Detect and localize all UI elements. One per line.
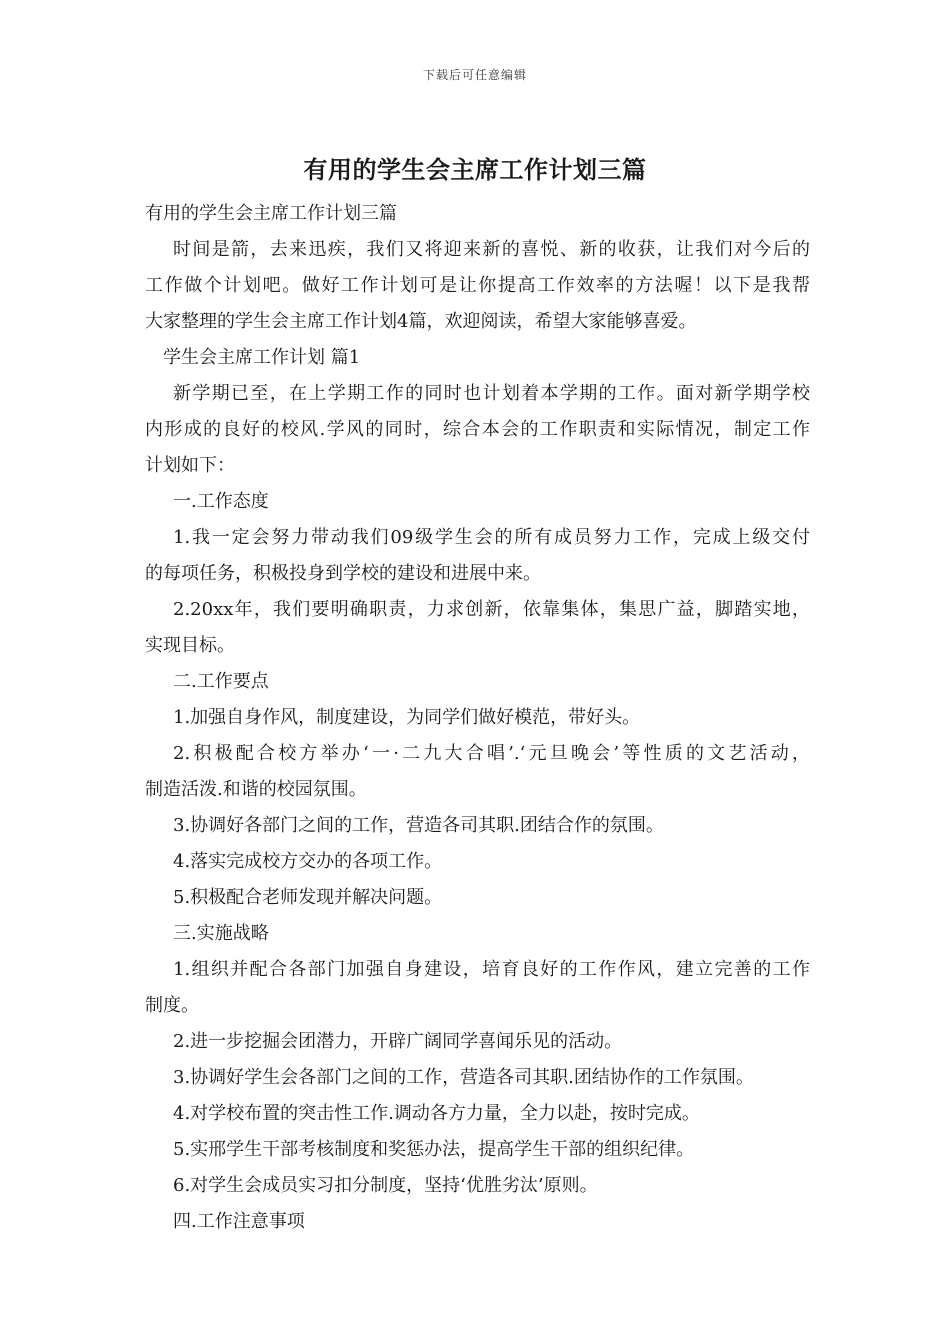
text-line: 学生会主席工作计划 篇1: [163, 347, 361, 368]
text-line: 内形成的良好的校风.学风的同时，综合本会的工作职责和实际情况，制定工作: [145, 419, 810, 440]
text-line: 1.我一定会努力带动我们09级学生会的所有成员努力工作，完成上级交付: [173, 527, 810, 548]
text-line: 4.落实完成校方交办的各项工作。: [173, 851, 443, 872]
header-note: 下载后可任意编辑: [422, 68, 527, 82]
text-line: 大家整理的学生会主席工作计划4篇，欢迎阅读，希望大家能够喜爱。: [145, 311, 697, 332]
text-line: 四.工作注意事项: [173, 1211, 305, 1232]
text-line: 4.对学校布置的突击性工作.调动各方力量，全力以赴，按时完成。: [173, 1103, 700, 1124]
text-line: 制度。: [145, 995, 199, 1016]
text-line: 计划如下：: [145, 455, 235, 476]
text-line: 新学期已至，在上学期工作的同时也计划着本学期的工作。面对新学期学校: [173, 383, 810, 404]
text-line: 2.积极配合校方举办‘一·二九大合唱’.‘元旦晚会’等性质的文艺活动，: [173, 743, 810, 764]
text-line: 二.工作要点: [173, 671, 269, 692]
text-line: 2.进一步挖掘会团潜力，开辟广阔同学喜闻乐见的活动。: [173, 1031, 623, 1052]
text-line: 3.协调好学生会各部门之间的工作，营造各司其职.团结协作的工作氛围。: [173, 1067, 754, 1088]
text-line: 工作做个计划吧。做好工作计划可是让你提高工作效率的方法喔！以下是我帮: [145, 275, 810, 296]
document-title: 有用的学生会主席工作计划三篇: [303, 155, 647, 184]
document-body: [145, 196, 810, 1240]
text-line: 6.对学生会成员实习扣分制度，坚持‘优胜劣汰’原则。: [173, 1175, 598, 1196]
text-line: 三.实施战略: [173, 923, 269, 944]
text-line: 3.协调好各部门之间的工作，营造各司其职.团结合作的氛围。: [173, 815, 664, 836]
text-line: 1.加强自身作风，制度建设，为同学们做好模范，带好头。: [173, 707, 641, 728]
text-line: 时间是箭，去来迅疾，我们又将迎来新的喜悦、新的收获，让我们对今后的: [173, 239, 810, 260]
text-line: 制造活泼.和谐的校园氛围。: [145, 779, 367, 800]
text-line: 实现目标。: [145, 635, 235, 656]
text-line: 2.20xx年，我们要明确职责，力求创新，依靠集体，集思广益，脚踏实地，: [173, 599, 810, 620]
text-line: 一.工作态度: [173, 491, 269, 512]
text-line: 5.积极配合老师发现并解决问题。: [173, 887, 443, 908]
text-line: 1.组织并配合各部门加强自身建设，培育良好的工作作风，建立完善的工作: [173, 959, 810, 980]
text-line: 5.实邢学生干部考核制度和奖惩办法，提高学生干部的组织纪律。: [173, 1139, 695, 1160]
text-line: 有用的学生会主席工作计划三篇: [145, 203, 397, 224]
text-line: 的每项任务，积极投身到学校的建设和进展中来。: [145, 563, 541, 584]
